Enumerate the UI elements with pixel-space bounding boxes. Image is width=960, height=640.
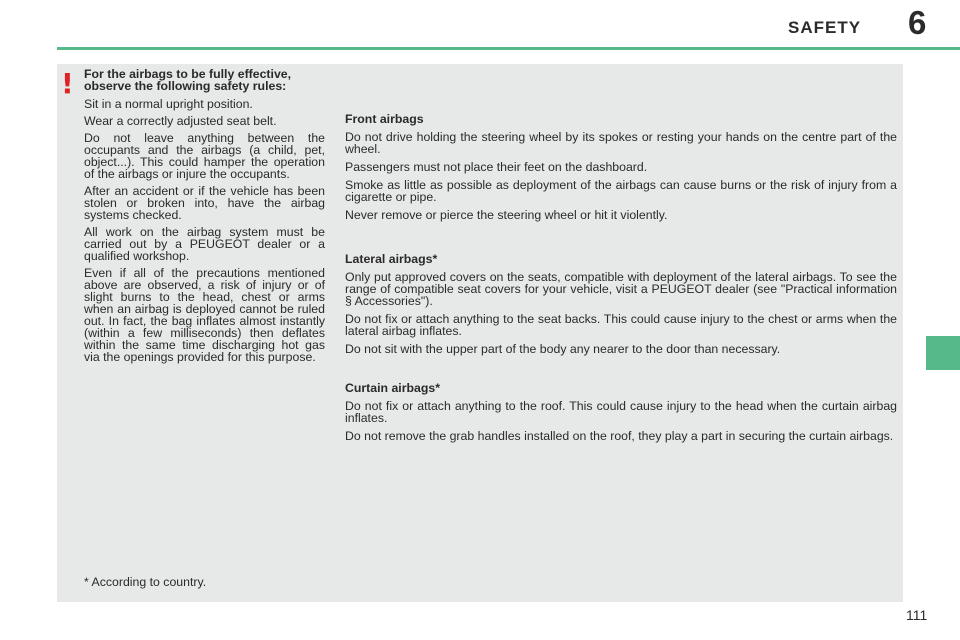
- footnote: * According to country.: [84, 575, 207, 589]
- chapter-tab-marker: [926, 336, 960, 370]
- safety-rule: Wear a correctly adjusted seat belt.: [84, 114, 277, 128]
- section-title: Lateral airbags*: [345, 252, 438, 266]
- chapter-number: 6: [908, 4, 927, 41]
- section-paragraph: Do not remove the grab handles installed on the roof, they play a part in securing the curtain airbags.: [345, 429, 894, 443]
- safety-rule: Even if all of the precautions mentioned above are observed, a risk of injury or of slight burns to the head, chest or arms when an airbag is deployed cannot be ruled out. In fact, the bag inflates almost instantly (within a few milliseconds) then deflates within the same time discharging hot gas via the openings provided for this purpose.: [84, 266, 325, 364]
- safety-rules-lead: For the airbags to be fully effective, observe the following safety rules:: [84, 67, 292, 93]
- section-title: Curtain airbags*: [345, 381, 440, 395]
- section-paragraph: Do not fix or attach anything to the roof. This could cause injury to the head when the curtain airbag inflates.: [345, 399, 897, 425]
- safety-rule: Sit in a normal upright position.: [84, 97, 253, 111]
- safety-rule: All work on the airbag system must be carried out by a PEUGEOT dealer or a qualified workshop.: [84, 225, 325, 263]
- section-paragraph: Never remove or pierce the steering wheel or hit it violently.: [345, 208, 668, 222]
- airbag-sections-column: [345, 113, 897, 469]
- section-paragraph: Smoke as little as possible as deployment of the airbags can cause burns or the risk of injury from a cigarette or pipe.: [345, 178, 897, 204]
- section-paragraph: Passengers must not place their feet on the dashboard.: [345, 160, 648, 174]
- section-title: Front airbags: [345, 112, 424, 126]
- safety-rule: After an accident or if the vehicle has been stolen or broken into, have the airbag systems checked.: [84, 184, 325, 222]
- section-curtain-airbags: [345, 382, 897, 442]
- page-number: 111: [906, 607, 928, 623]
- section-front-airbags: [345, 113, 897, 221]
- section-paragraph: Do not drive holding the steering wheel by its spokes or resting your hands on the centre part of the wheel.: [345, 130, 897, 156]
- header-divider: [57, 47, 960, 50]
- section-paragraph: Do not sit with the upper part of the body any nearer to the door than necessary.: [345, 342, 781, 356]
- section-lateral-airbags: [345, 253, 897, 355]
- safety-rules-column: [84, 68, 325, 368]
- safety-rule: Do not leave anything between the occupants and the airbags (a child, pet, object...). This could hamper the operation of the airbags or injure the occupants.: [84, 131, 325, 181]
- chapter-title: SAFETY: [788, 18, 862, 37]
- section-paragraph: Do not fix or attach anything to the seat backs. This could cause injury to the chest or arms when the lateral airbag inflates.: [345, 312, 897, 338]
- warning-exclamation-icon: !: [61, 67, 74, 100]
- content-panel: [57, 64, 903, 602]
- section-paragraph: Only put approved covers on the seats, compatible with deployment of the lateral airbags. To see the range of compatible seat covers for your vehicle, visit a PEUGEOT dealer (see "Practical information § Accessories").: [345, 270, 897, 308]
